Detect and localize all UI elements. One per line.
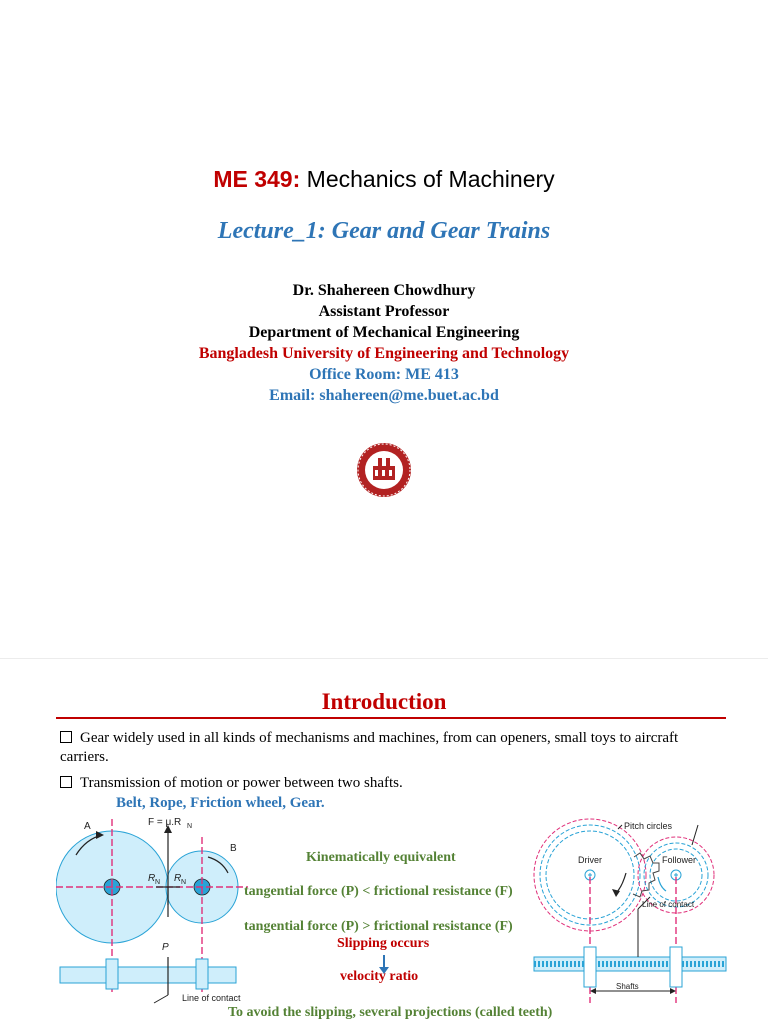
slipping-text: Slipping occurs xyxy=(337,936,430,951)
office-room: Office Room: ME 413 xyxy=(309,366,459,383)
line-of-contact-label: Line of contact xyxy=(182,993,241,1003)
kinematic-equivalent: Kinematically equivalent xyxy=(306,850,456,865)
lecture-title: Lecture_1: Gear and Gear Trains xyxy=(217,218,551,244)
rn-left-label: R xyxy=(148,873,156,884)
condition-less: tangential force (P) < frictional resistance (F) xyxy=(244,884,513,899)
title-underline xyxy=(56,717,726,719)
course-name: Mechanics of Machinery xyxy=(300,166,555,192)
condition-greater: tangential force (P) > frictional resistance (F) xyxy=(244,919,513,934)
bullet-item-1 xyxy=(60,729,730,767)
gear-line-of-contact-label: Line of contact xyxy=(642,900,695,909)
instructor-name: Dr. Shahereen Chowdhury xyxy=(292,282,476,299)
university: Bangladesh University of Engineering and Technology xyxy=(198,345,570,362)
rn-left-subscript: N xyxy=(155,879,161,886)
gear-pair-diagram xyxy=(530,817,730,1007)
checkbox-bullet-icon xyxy=(60,776,72,788)
department: Department of Mechanical Engineering xyxy=(248,324,520,341)
bullet-text: Gear widely used in all kinds of mechanisms and machines, from can openers, small toys to aircraft carriers. xyxy=(60,730,679,765)
introduction-slide xyxy=(0,658,768,1025)
friction-wheels-diagram xyxy=(56,817,248,1007)
shafts-label: Shafts xyxy=(616,982,639,991)
pitch-circles-label: Pitch circles xyxy=(624,821,673,831)
checkbox-bullet-icon xyxy=(60,731,72,743)
course-code: ME 349: xyxy=(213,166,301,192)
force-label: F = μ.R xyxy=(148,817,182,828)
slide-title: Introduction xyxy=(321,689,447,714)
avoid-slipping-text: To avoid the slipping, several projections (called teeth) xyxy=(228,1005,553,1020)
rn-right-label: R xyxy=(174,873,182,884)
wheel-b-label: B xyxy=(230,843,237,854)
follower-label: Follower xyxy=(662,855,697,865)
designation: Assistant Professor xyxy=(318,303,450,320)
buet-seal-logo-icon xyxy=(356,442,412,498)
wheel-a-label: A xyxy=(84,821,91,832)
bullet-text: Transmission of motion or power between two shafts. xyxy=(80,775,403,791)
driver-label: Driver xyxy=(578,855,602,865)
bullet-item-2 xyxy=(60,774,403,793)
rn-right-subscript: N xyxy=(181,879,187,886)
email: Email: shahereen@me.buet.ac.bd xyxy=(269,387,499,404)
p-label: P xyxy=(162,942,169,953)
velocity-ratio-text: velocity ratio xyxy=(340,969,419,984)
transmission-means: Belt, Rope, Friction wheel, Gear. xyxy=(116,795,325,811)
course-title xyxy=(0,166,768,193)
force-subscript: N xyxy=(187,823,193,830)
